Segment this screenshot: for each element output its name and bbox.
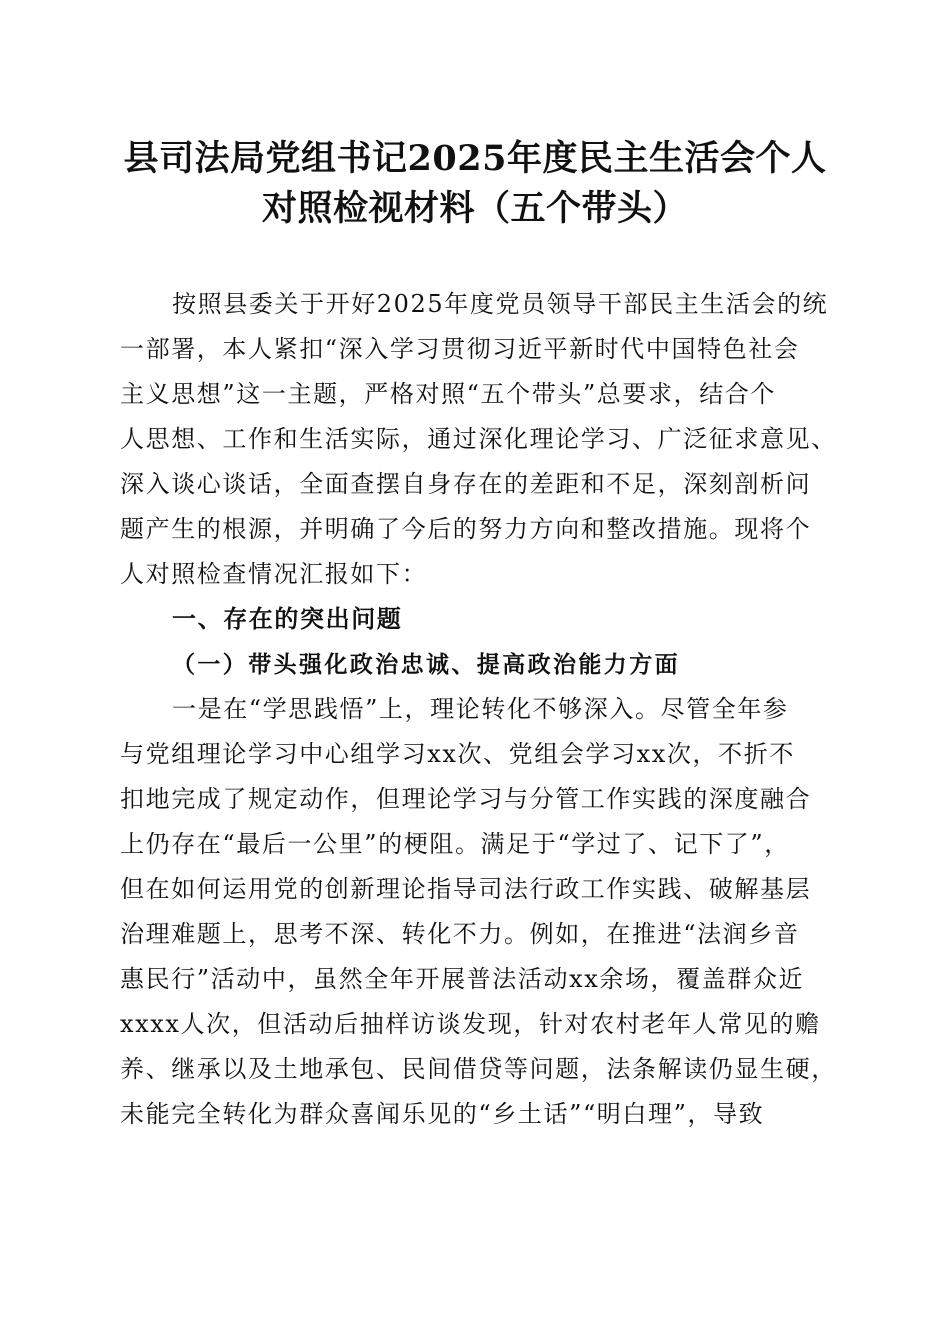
- document-body: [120, 282, 837, 1137]
- text-line: 人思想、工作和生活实际，通过深化理论学习、广泛征求意见、: [120, 425, 837, 453]
- section-heading: 一、存在的突出问题: [172, 605, 403, 633]
- text-line: 扣地完成了规定动作，但理论学习与分管工作实践的深度融合: [120, 785, 812, 813]
- text-line: 惠民行”活动中，虽然全年开展普法活动xx余场，覆盖群众近: [120, 965, 805, 993]
- text-line: 一部署，本人紧扣“深入学习贯彻习近平新时代中国特色社会: [120, 335, 800, 363]
- text-line: 题产生的根源，并明确了今后的努力方向和整改措施。现将个: [120, 515, 812, 543]
- text-line: 治理难题上，思考不深、转化不力。例如，在推进“法润乡音: [120, 920, 800, 948]
- body-paragraph: [120, 687, 837, 1137]
- title-line: 县司法局党组书记2025年度民主生活会个人: [123, 138, 827, 179]
- text-line: 一是在“学思践悟”上，理论转化不够深入。尽管全年参: [172, 695, 789, 723]
- text-line: 养、继承以及土地承包、民间借贷等问题，法条解读仍显生硬，: [120, 1055, 837, 1083]
- text-line: xxxx人次，但活动后抽样访谈发现，针对农村老年人常见的赡: [120, 1010, 821, 1038]
- text-line: 未能完全转化为群众喜闻乐见的“乡土话”“明白理”，导致: [120, 1100, 765, 1128]
- document-title: [100, 134, 850, 234]
- text-line: 主义思想”这一主题，严格对照“五个带头”总要求，结合个: [120, 380, 777, 408]
- text-line: 但在如何运用党的创新理论指导司法行政工作实践、破解基层: [120, 875, 812, 903]
- title-line: 对照检视材料（五个带头）: [261, 188, 688, 229]
- text-line: 与党组理论学习中心组学习xx次、党组会学习xx次，不折不: [120, 740, 795, 768]
- subsection-heading: （一）带头强化政治忠诚、提高政治能力方面: [172, 651, 680, 678]
- text-line: 按照县委关于开好2025年度党员领导干部民主生活会的统: [172, 290, 829, 318]
- text-line: 上仍存在“最后一公里”的梗阻。满足于“学过了、记下了”，: [120, 830, 790, 858]
- intro-paragraph: [120, 282, 837, 597]
- text-line: 人对照检查情况汇报如下：: [120, 560, 428, 588]
- text-line: 深入谈心谈话，全面查摆自身存在的差距和不足，深刻剖析问: [120, 470, 812, 498]
